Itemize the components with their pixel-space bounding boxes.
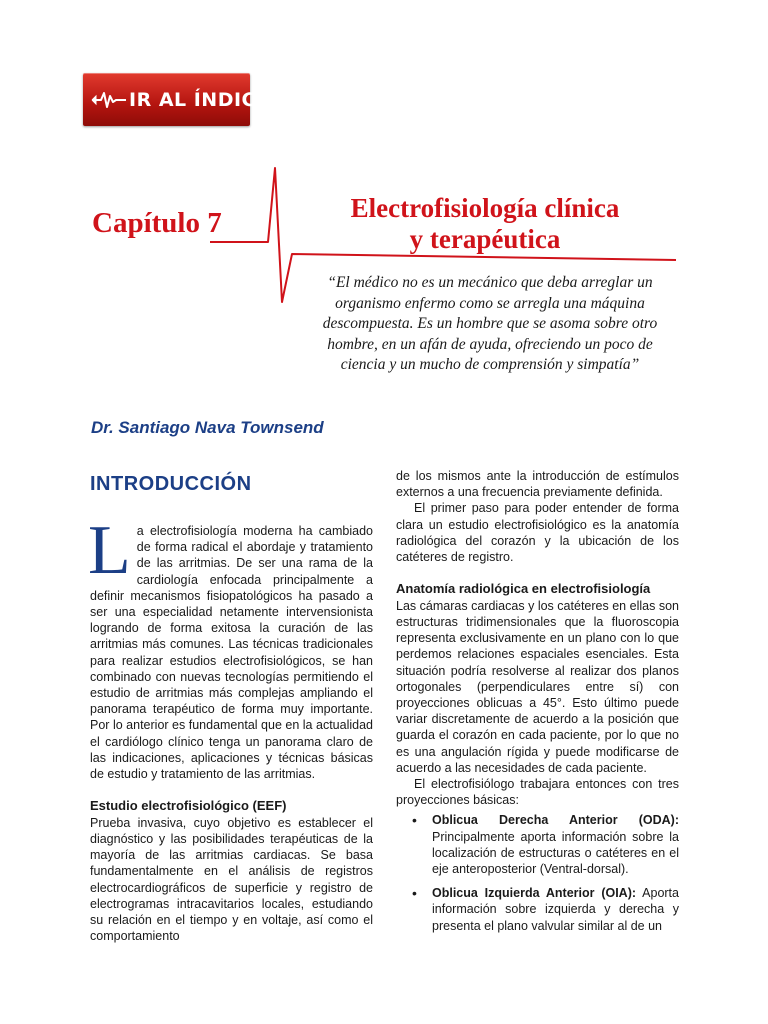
- projections-intro: El electrofisiólogo trabajara entonces con tres proyecciones básicas:: [396, 776, 679, 808]
- list-item-term: Oblicua Derecha Anterior (ODA):: [432, 813, 679, 828]
- chapter-title: [330, 193, 640, 255]
- anatomy-paragraph: Las cámaras cardiacas y los catéteres en ellas son estructuras tridimensionales que la fluoroscopia representa exclusivamente en un plano con lo que perdemos relaciones espaciales esenciales. Esta situación podría resolverse al realizar dos planos ortogonales (perpendiculares entre sí) con proyecciones oblicuas a 45°. Esto último puede variar discretamente de acuerdo a la posición que guarda el corazón en cada paciente, por lo que no es una angulación rígida y puede modificarse de acuerdo a las necesidades de cada paciente.: [396, 598, 679, 775]
- chapter-label: Capítulo 7: [92, 207, 222, 239]
- subsection-heading: Anatomía radiológica en electrofisiología: [396, 581, 651, 597]
- list-item: [412, 812, 679, 877]
- continuation-paragraph: de los mismos ante la introducción de estímulos externos a una frecuencia previamente definida.: [396, 469, 679, 500]
- quote-line: organismo enfermo como se arregla una máquina: [335, 294, 645, 312]
- chapter-title-line-1: Electrofisiología clínica: [350, 193, 620, 223]
- quote-line: ciencia y un mucho de comprensión y simpatía”: [340, 356, 640, 373]
- list-item-text: Aporta información sobre izquierda y derecha y presenta el plano valvular similar al de un: [432, 886, 679, 933]
- quote-line: hombre, en un afán de ayuda, ofreciendo un poco de: [327, 335, 653, 353]
- intro-text: a electrofisiología moderna ha cambiado de forma radical el abordaje y tratamiento de las arritmias. De ser una rama de la cardiología enfocada principalmente a definir mecanismos fisiopatológicos ha pasado a ser una especialidad netamente intervensionista logrando de forma exitosa la curación de las arritmias más comunes. Las técnicas tradicionales para realizar estudios electrofisiológicos, se han combinado con nuevas tecnologías permitiendo el estudio de arritmias más complejas ampliando el panorama terapéutico de forma muy importante. Por lo anterior es fundamental que en la actualidad el cardiólogo clínico tenga un panorama claro de las indicaciones, aplicaciones y técnicas básicas de estudio y tratamiento de las arritmias.: [90, 524, 373, 782]
- heartbeat-arrow-icon: [91, 90, 127, 110]
- first-step-paragraph: El primer paso para poder entender de forma clara un estudio electrofisiológico es la anatomía radiológica del corazón y la ubicación de los catéteres de registro.: [396, 501, 679, 565]
- chapter-title-line-2: y terapéutica: [409, 224, 561, 254]
- author-name: Dr. Santiago Nava Townsend: [91, 418, 324, 437]
- intro-paragraph: [88, 512, 373, 782]
- subsection-heading: Estudio electrofisiológico (EEF): [90, 798, 287, 814]
- index-button-label: IR AL ÍNDICE: [129, 88, 270, 111]
- projections-list: [396, 812, 679, 933]
- bullet-icon: •: [412, 812, 417, 829]
- drop-cap: L: [88, 512, 131, 589]
- left-column: [90, 470, 373, 944]
- list-item-text: Principalmente aporta información sobre la localización de estructuras o catéteres en el eje anteroposterior (Ventral-dorsal).: [432, 829, 679, 876]
- index-button[interactable]: [83, 73, 270, 126]
- bullet-icon: •: [412, 885, 417, 902]
- epigraph-quote: [305, 273, 675, 376]
- eef-paragraph: Prueba invasiva, cuyo objetivo es establecer el diagnóstico y las posibilidades terapéuticas de la mayoría de las arritmias cardiacas. Se basa fundamentalmente en el análisis de registros electrocardiográficos de superficie y registro de electrogramas intracavitarios locales, estudiando su relación en el tiempo y en voltaje, así como el comportamiento: [90, 815, 373, 944]
- quote-line: “El médico no es un mecánico que deba arreglar un: [327, 274, 653, 291]
- right-column: [396, 468, 679, 942]
- list-item-term: Oblicua Izquierda Anterior (OIA):: [432, 886, 637, 901]
- quote-line: descompuesta. Es un hombre que se asoma sobre otro: [322, 315, 658, 332]
- list-item: [412, 885, 679, 934]
- section-heading: INTRODUCCIÓN: [90, 473, 252, 495]
